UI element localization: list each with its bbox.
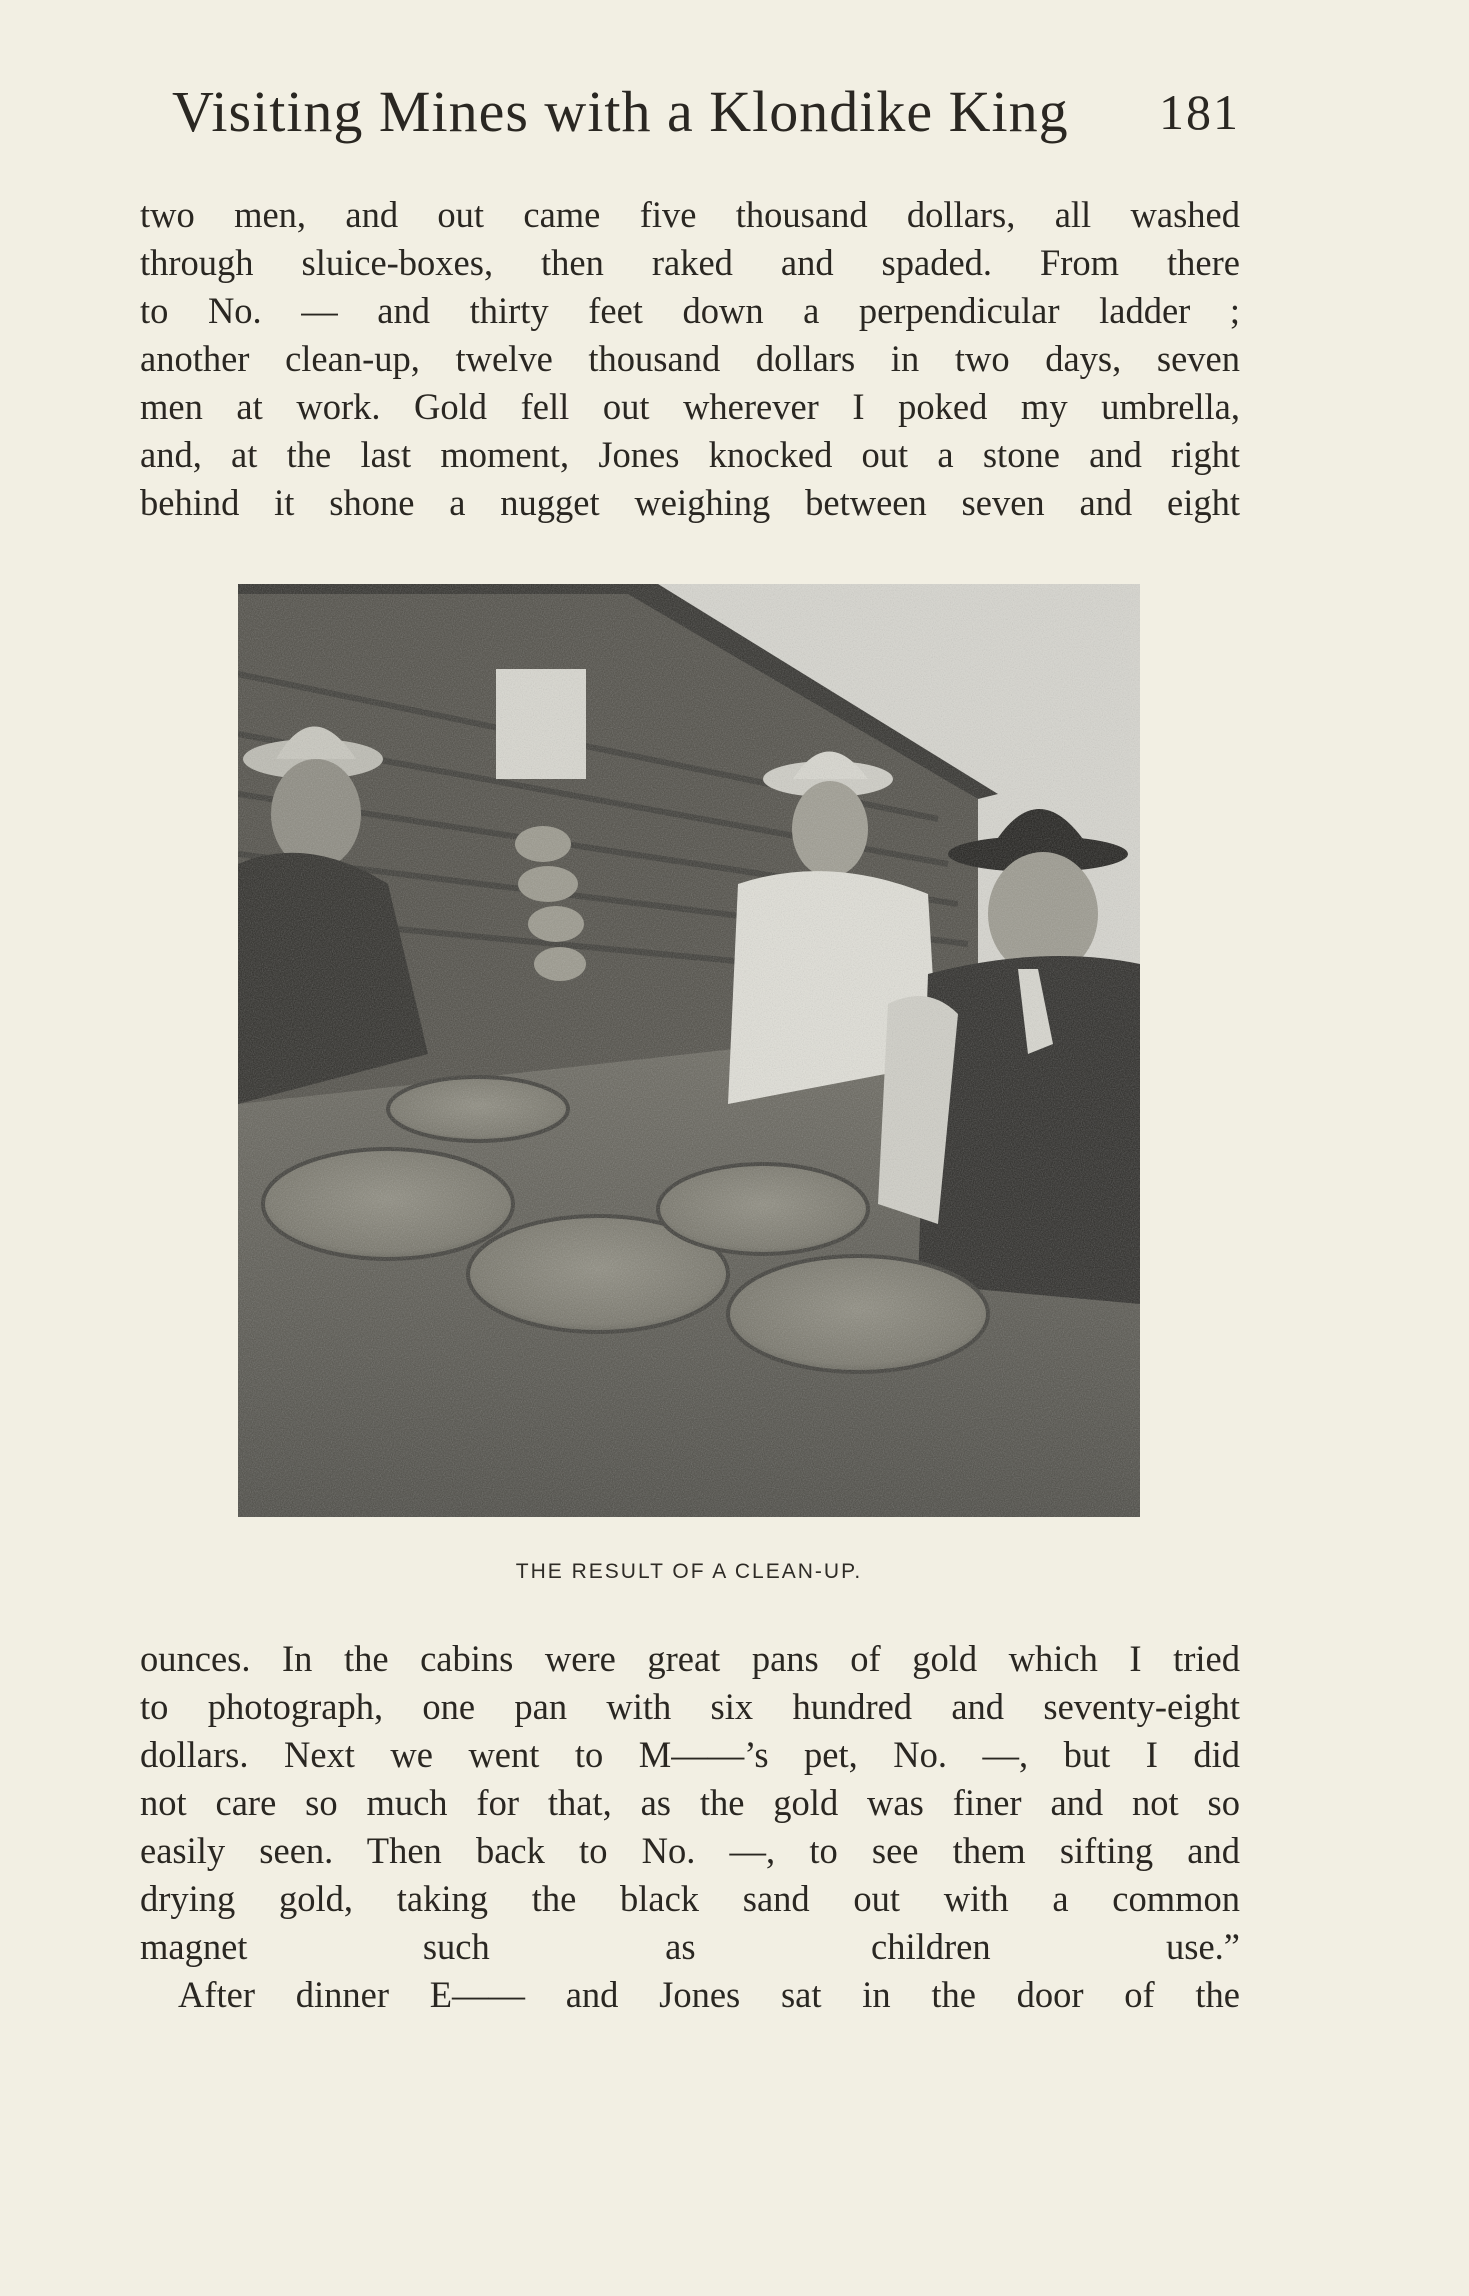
text-line: behind it shone a nugget weighing between seven and eight: [140, 482, 1240, 523]
body-text-top: [140, 191, 1240, 527]
text-line: ounces. In the cabins were great pans of gold which I tried: [140, 1638, 1240, 1679]
page-number: 181: [1159, 84, 1240, 140]
text-line: to No. — and thirty feet down a perpendicular ladder ;: [140, 290, 1240, 331]
text-line: easily seen. Then back to No. —, to see them sifting and: [140, 1830, 1240, 1871]
text-line: another clean-up, twelve thousand dollars in two days, seven: [140, 338, 1240, 379]
figure-caption: THE RESULT OF A CLEAN-UP.: [515, 1560, 863, 1583]
running-title: Visiting Mines with a Klondike King: [172, 79, 1069, 144]
text-line: not care so much for that, as the gold was finer and not so: [140, 1782, 1240, 1823]
text-line: drying gold, taking the black sand out with a common: [140, 1878, 1240, 1919]
text-line: magnet such as children use.”: [140, 1926, 1240, 1967]
body-text-bottom: [140, 1635, 1240, 2019]
text-line: two men, and out came five thousand dollars, all washed: [140, 194, 1240, 235]
running-head: [172, 72, 1240, 152]
text-line: After dinner E—— and Jones sat in the door of the: [178, 1974, 1240, 2015]
text-line: and, at the last moment, Jones knocked out a stone and right: [140, 434, 1240, 475]
text-line: to photograph, one pan with six hundred and seventy-eight: [140, 1686, 1240, 1727]
text-line: dollars. Next we went to M——’s pet, No. —, but I did: [140, 1734, 1240, 1775]
text-line: men at work. Gold fell out wherever I poked my umbrella,: [140, 386, 1240, 427]
photograph-miners-with-gold-pans: [238, 584, 1140, 1517]
text-line: through sluice-boxes, then raked and spaded. From there: [140, 242, 1240, 283]
